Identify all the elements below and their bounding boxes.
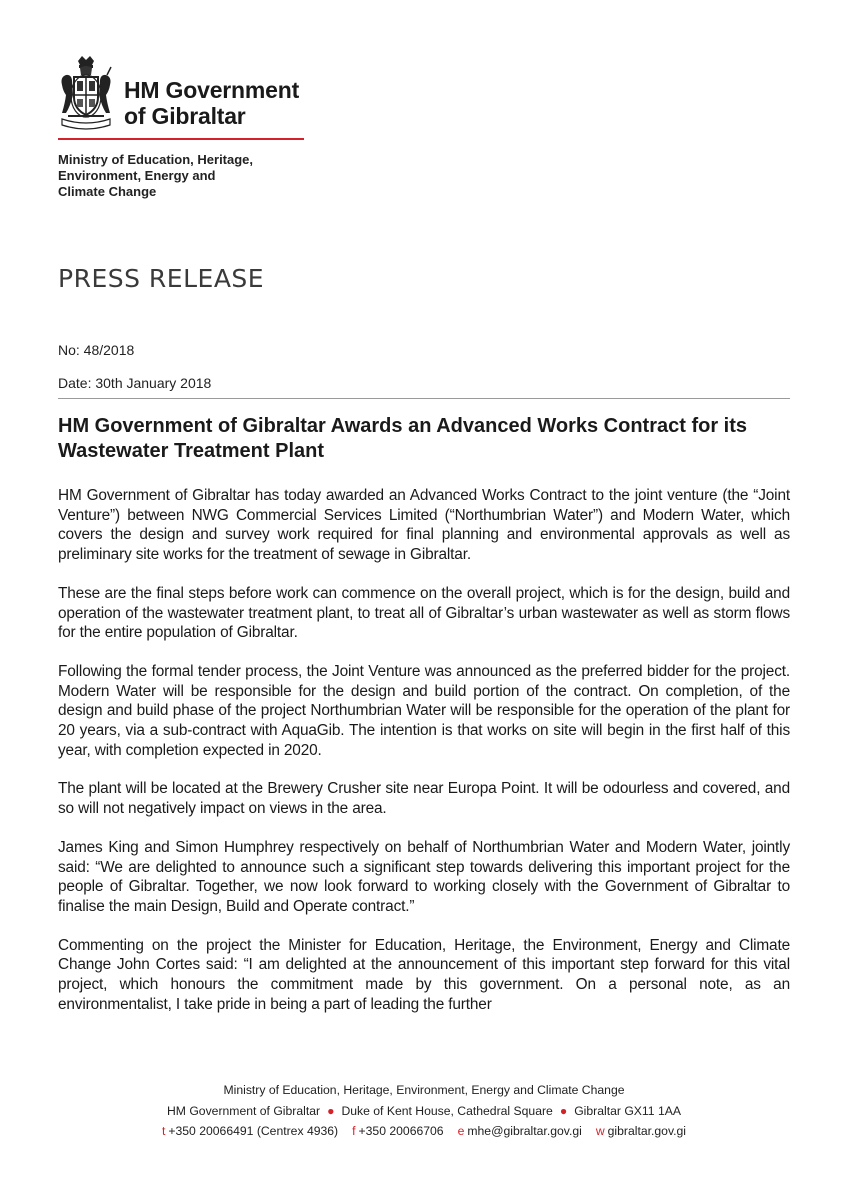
paragraph: These are the final steps before work can commence on the overall project, which is for the design, build and operation of the wastewater treatment plant, to treat all of Gibraltar’s urban wastewater as well as storm flows for the entire population of Gibraltar. — [58, 584, 790, 642]
title-divider — [58, 398, 790, 399]
contact-label: t — [161, 1124, 166, 1138]
website-link[interactable]: gibraltar.gov.gi — [607, 1124, 687, 1138]
org-name-line1: HM Government — [124, 77, 300, 103]
footer-ministry: Ministry of Education, Heritage, Environment, Energy and Climate Change — [223, 1083, 625, 1097]
footer — [0, 1080, 848, 1142]
paragraph: Following the formal tender process, the Joint Venture was announced as the preferred bidder for the project. Modern Water will be responsible for the design and build portion of the contract. On completion, of the design and build phase of the project Northumbrian Water will be responsible for the operation of the plant for 20 years, via a sub-contract with AquaGib. The intention is that works on site will begin in the first half of this year, with completion expected in 2020. — [58, 662, 790, 759]
ministry-line: Climate Change — [58, 184, 157, 199]
ministry-line: Ministry of Education, Heritage, — [58, 152, 254, 167]
footer-address-part: Gibraltar GX11 1AA — [574, 1103, 682, 1118]
header-divider — [58, 138, 304, 140]
article-body — [58, 486, 790, 1033]
bullet-icon: ● — [559, 1103, 568, 1118]
footer-address-part: HM Government of Gibraltar — [166, 1103, 321, 1118]
footer-contacts — [0, 1121, 848, 1142]
footer-address — [0, 1101, 848, 1122]
contact-label: f — [352, 1124, 356, 1138]
paragraph: Commenting on the project the Minister for Education, Heritage, the Environment, Energy and Climate Change John Cortes said: “I am delighted at the announcement of this important step forward for this vital project, which honours the commitment made by this government. On a personal note, as an environmentalist, I take pride in being a part of leading the further — [58, 936, 790, 1013]
contact-label: w — [595, 1124, 605, 1138]
paragraph: James King and Simon Humphrey respectively on behalf of Northumbrian Water and Modern Water, jointly said: “We are delighted to announce such a significant step towards delivering this important project for the people of Gibraltar. Together, we now look forward to working closely with the Government of Gibraltar to finalise the main Design, Build and Operate contract.” — [58, 838, 790, 915]
release-date: Date: 30th January 2018 — [58, 375, 212, 391]
ministry-line: Environment, Energy and — [58, 168, 216, 183]
press-release-label: PRESS RELEASE — [58, 264, 265, 293]
coat-of-arms-icon — [58, 55, 114, 131]
contact-label: e — [457, 1124, 465, 1138]
release-number: No: 48/2018 — [58, 342, 135, 358]
paragraph: The plant will be located at the Brewery Crusher site near Europa Point. It will be odourless and covered, and so will not negatively impact on views in the area. — [58, 780, 790, 818]
footer-address-part: Duke of Kent House, Cathedral Square — [341, 1103, 553, 1118]
phone-number: +350 20066491 (Centrex 4936) — [168, 1124, 339, 1138]
paragraph: HM Government of Gibraltar has today awarded an Advanced Works Contract to the joint venture (the “Joint Venture”) between NWG Commercial Services Limited (“Northumbrian Water”) and Modern Water, which covers the design and survey work required for final planning and environmental approvals as well as preliminary site works for the treatment of sewage in Gibraltar. — [58, 487, 790, 564]
headline: HM Government of Gibraltar Awards an Advanced Works Contract for its Wastewater Treatment Plant — [58, 415, 748, 462]
fax-number: +350 20066706 — [358, 1124, 444, 1138]
bullet-icon: ● — [327, 1103, 335, 1118]
org-name-line2: of Gibraltar — [124, 103, 246, 129]
email-link[interactable]: mhe@gibraltar.gov.gi — [467, 1124, 582, 1138]
ministry-name — [58, 152, 318, 200]
